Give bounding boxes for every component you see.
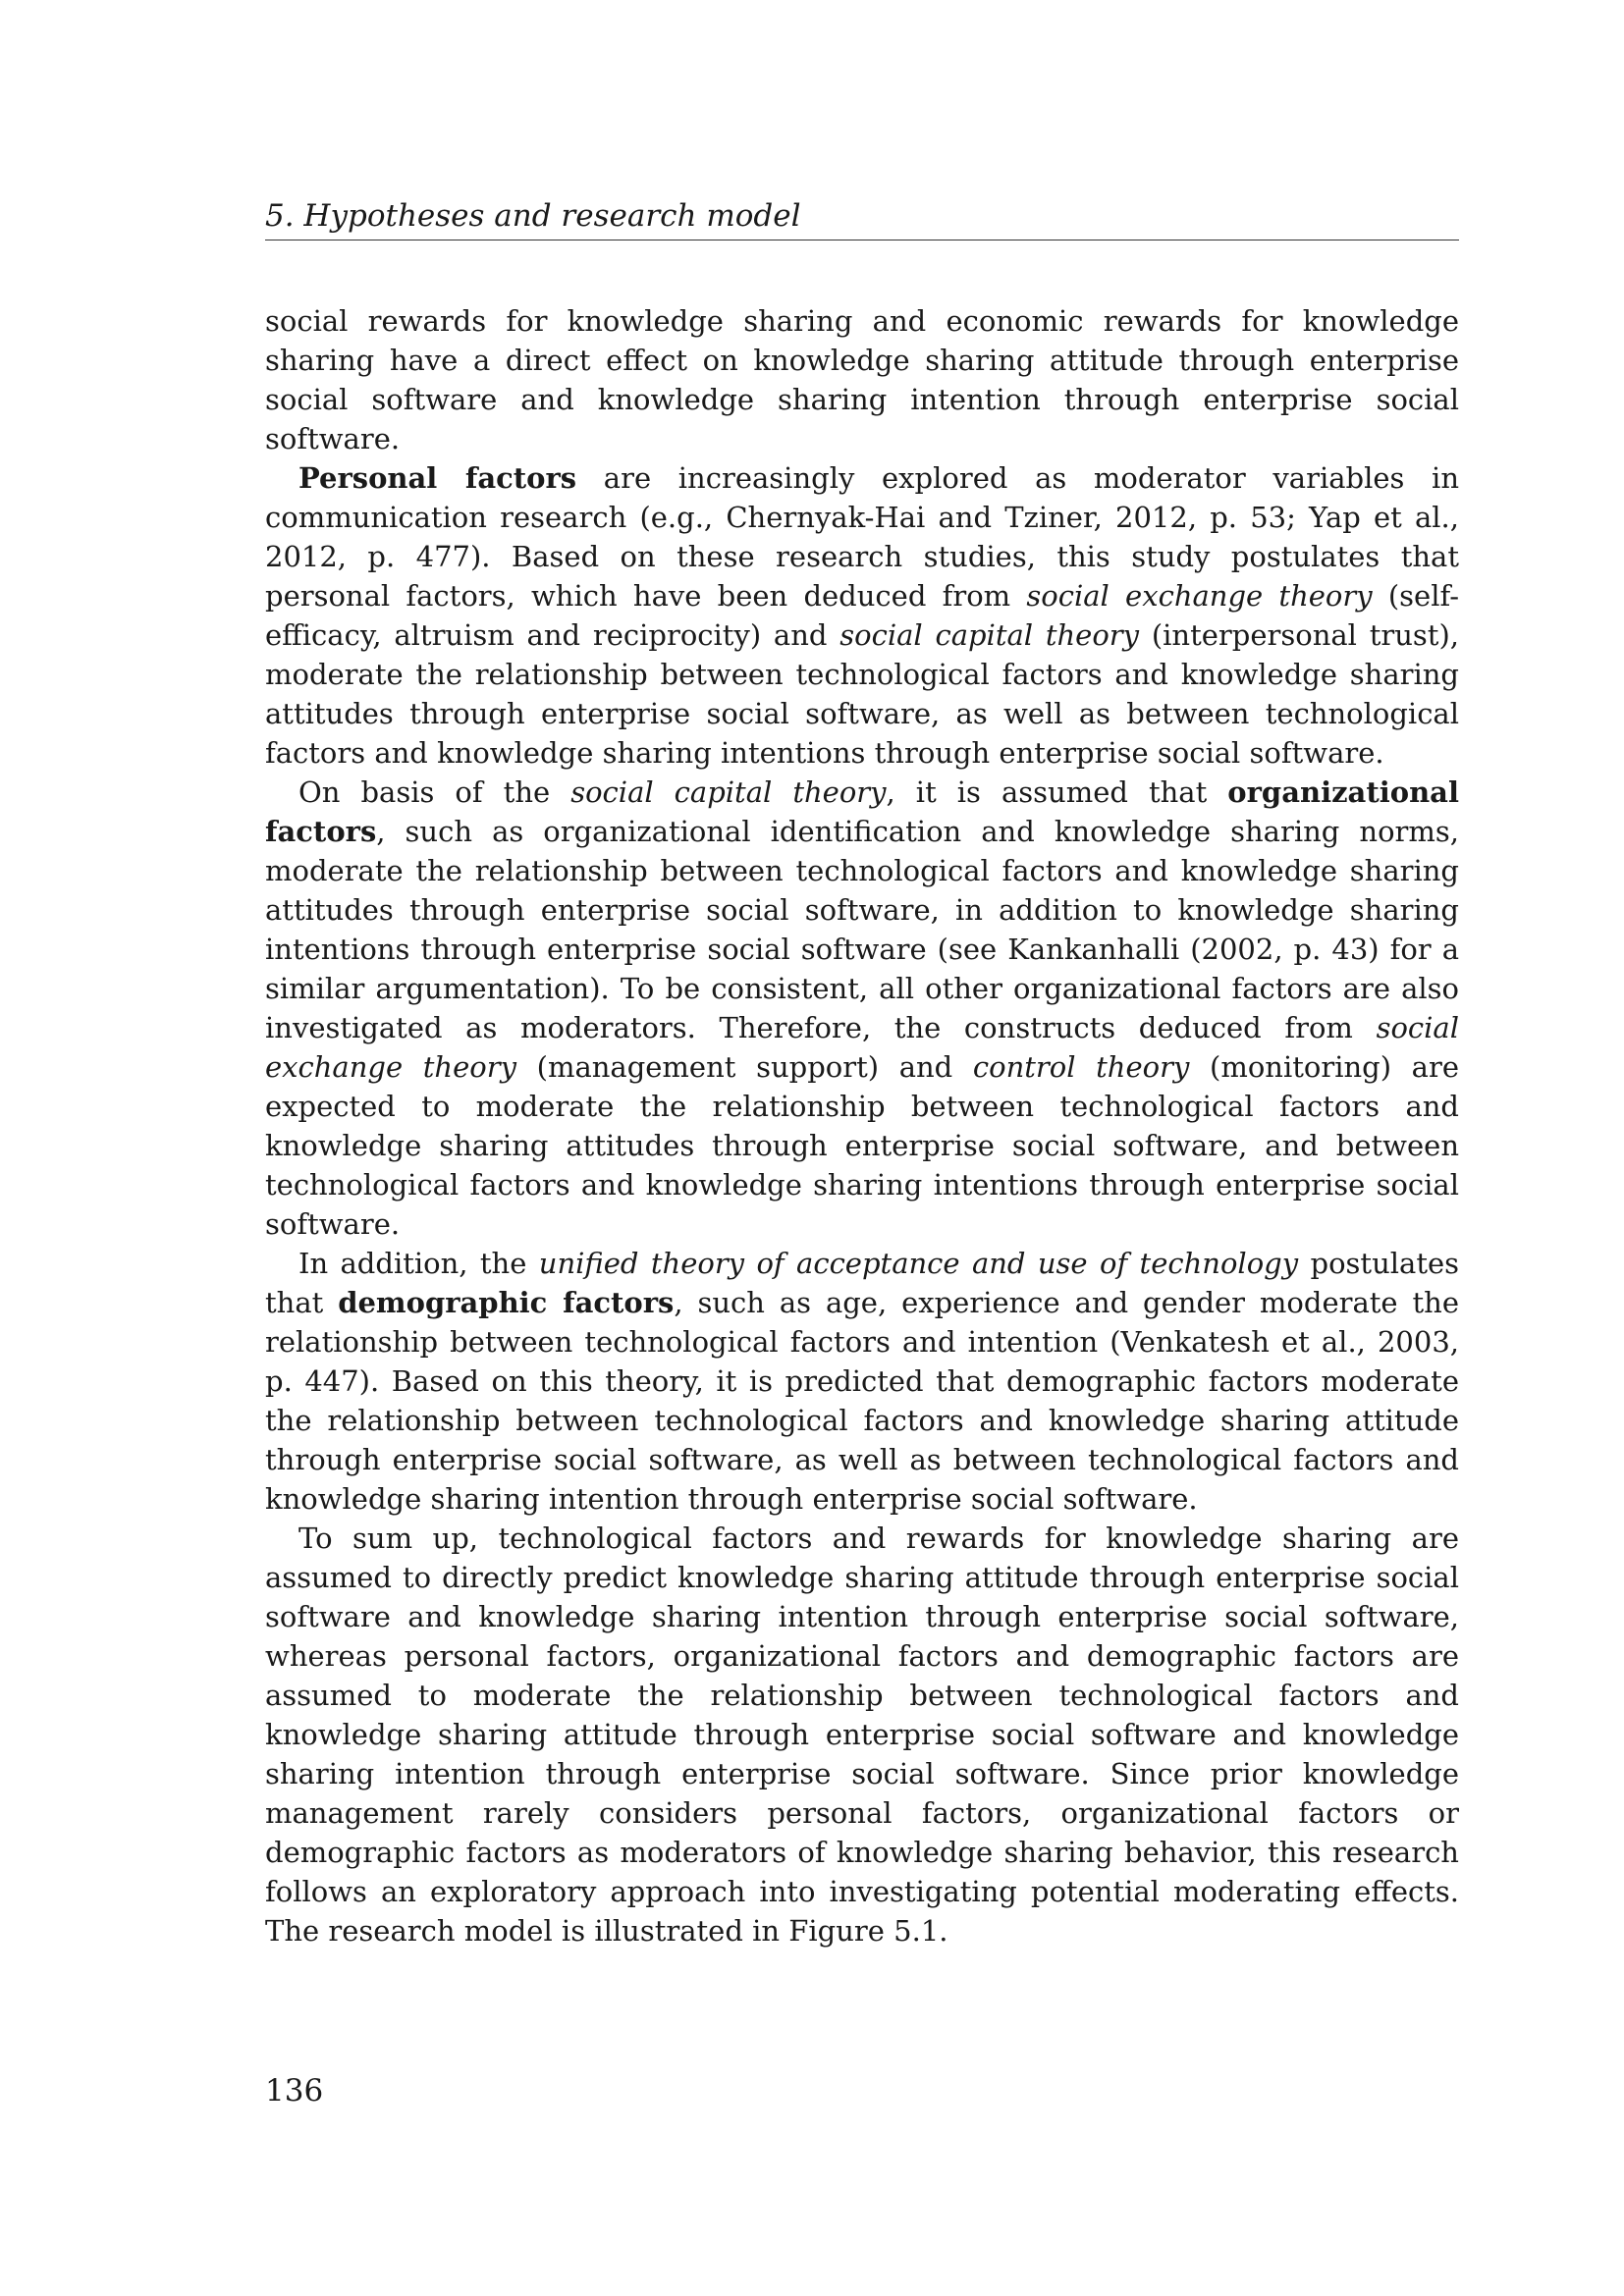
text-run-bold: organizational factors <box>265 775 1459 848</box>
text-run-bold: Personal factors <box>298 461 577 495</box>
page-number: 136 <box>265 2073 324 2109</box>
body-text <box>265 301 1459 1950</box>
paragraph <box>265 1244 1459 1519</box>
text-run: are increasingly explored as moderator variables in communication research (e.g., Chernyak-Hai and Tziner, 2012, p. 53; Yap et al., 2012, p. 477). Based on these research studies, this study postulates that personal factors, which have been deduced from <box>265 461 1460 613</box>
text-run-italic: control theory <box>972 1050 1190 1084</box>
text-run-italic: social exchange theory <box>265 1011 1459 1084</box>
text-run: (self-efficacy, altruism and reciprocity) and <box>265 579 1459 652</box>
text-run: (monitoring) are expected to moderate the relationship between technological factors and knowledge sharing attitudes through enterprise social software, and between technological factors and knowledge sharing intentions through enterprise social software. <box>265 1050 1460 1241</box>
text-run: To sum up, technological factors and rewards for knowledge sharing are assumed to directly predict knowledge sharing attitude through enterprise social software and knowledge sharing intention through enterprise social software, whereas personal factors, organizational factors and demographic factors are assumed to moderate the relationship between technological factors and knowledge sharing attitude through enterprise social software and knowledge sharing intention through enterprise social software. Since prior knowledge management rarely considers personal factors, organizational factors or demographic factors as moderators of knowledge sharing behavior, this research follows an exploratory approach into investigating potential moderating effects. The research model is illustrated in Figure 5.1. <box>265 1522 1459 1948</box>
paragraph <box>265 458 1459 773</box>
text-run-italic: social capital theory <box>570 775 887 809</box>
text-run: (management support) and <box>515 1050 973 1084</box>
text-run: , such as organizational identification and knowledge sharing norms, moderate the relationship between technological factors and knowledge sharing attitudes through enterprise social software, in addition to knowledge sharing intentions through enterprise social software (see Kankanhalli (2002, p. 43) for a similar argumentation). To be consistent, all other organizational factors are also investigated as moderators. Therefore, the constructs deduced from <box>265 815 1459 1044</box>
text-run-bold: demographic factors <box>338 1286 675 1319</box>
text-run: , it is assumed that <box>886 775 1228 809</box>
text-run-italic: social exchange theory <box>1026 579 1373 613</box>
text-run: postulates that <box>265 1247 1460 1319</box>
text-run-italic: social capital theory <box>839 618 1140 652</box>
text-run: social rewards for knowledge sharing and economic rewards for knowledge sharing have a direct effect on knowledge sharing attitude through enterprise social software and knowledge sharing intention through enterprise social software. <box>265 304 1459 455</box>
paragraph <box>265 301 1459 458</box>
chapter-title: 5. Hypotheses and research model <box>265 198 801 234</box>
text-run: (interpersonal trust), moderate the relationship between technological factors and knowledge sharing attitudes through enterprise social software, as well as between technological factors and knowledge sharing intentions through enterprise social software. <box>265 618 1459 770</box>
text-run: In addition, the <box>298 1247 539 1280</box>
text-run: , such as age, experience and gender moderate the relationship between technological factors and intention (Venkatesh et al., 2003, p. 447). Based on this theory, it is predicted that demographic factors moderate the relationship between technological factors and knowledge sharing attitude through enterprise social software, as well as between technological factors and knowledge sharing intention through enterprise social software. <box>265 1286 1459 1516</box>
running-header <box>265 196 1459 240</box>
text-run-italic: unified theory of acceptance and use of technology <box>538 1247 1299 1280</box>
text-run: On basis of the <box>298 775 571 809</box>
paragraph <box>265 773 1459 1244</box>
paragraph <box>265 1519 1459 1950</box>
